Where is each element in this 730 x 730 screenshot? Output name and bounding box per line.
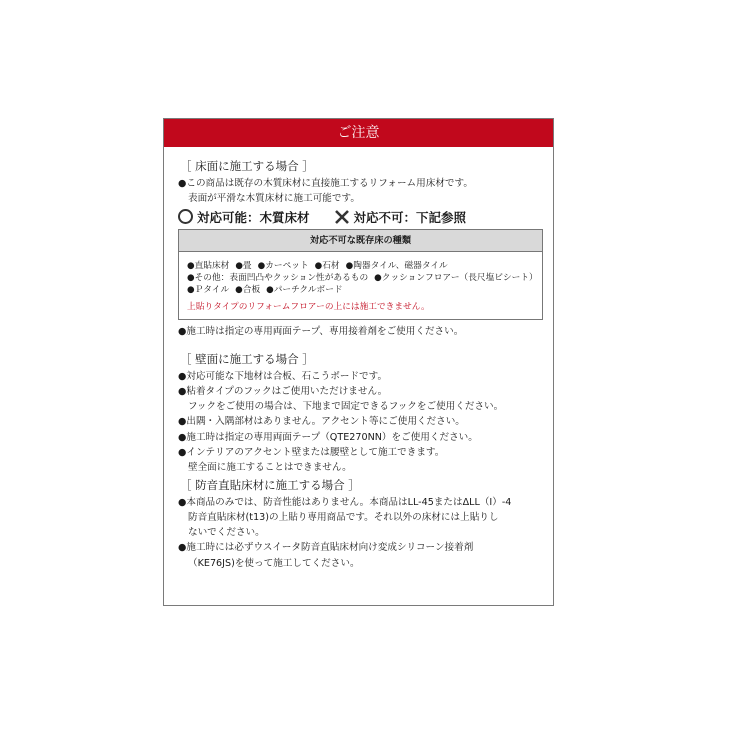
floor-after-note: ●施工時は指定の専用両面テープ、専用接着剤をご使用ください。 bbox=[178, 326, 464, 338]
soundproof-line-1: ●本商品のみでは、防音性能はありません。本商品はLL-45またはΔLL（I）-4 bbox=[178, 496, 512, 508]
list-item: ●陶器タイル、磁器タイル bbox=[345, 260, 448, 271]
notice-panel bbox=[163, 118, 554, 606]
notice-content bbox=[164, 147, 553, 571]
list-item: ●Ｐタイル bbox=[187, 285, 230, 296]
ng-label: 対応不可：下記参照 bbox=[353, 209, 467, 225]
list-item: ●畳 bbox=[235, 260, 252, 271]
floor-line-2: 表面が平滑な木質床材に施工可能です。 bbox=[188, 193, 360, 205]
cross-ng-icon bbox=[334, 209, 350, 225]
incompatible-floor-title: 対応不可な既存床の種類 bbox=[179, 230, 542, 252]
soundproof-section bbox=[178, 478, 553, 571]
wall-line-2: ●粘着タイプのフックはご使用いただけません。 bbox=[178, 385, 388, 397]
incompatible-floor-box bbox=[178, 229, 543, 321]
wall-line-3: フックをご使用の場合は、下地まで固定できるフックをご使用ください。 bbox=[188, 401, 504, 413]
list-item: ●クッションフロアー（長尺塩ビシート） bbox=[374, 273, 538, 283]
ok-label: 対応可能：木質床材 bbox=[197, 209, 310, 225]
floor-line-1: ●この商品は既存の木質床材に直接施工するリフォーム用床材です。 bbox=[178, 178, 473, 189]
wall-section bbox=[178, 352, 553, 476]
incompatible-floor-list bbox=[179, 252, 542, 320]
incompatible-row-3 bbox=[187, 284, 542, 296]
soundproof-line-3: ないでください。 bbox=[188, 527, 265, 539]
soundproof-line-5: （KE76JS)を使って施工してください。 bbox=[188, 557, 360, 569]
list-item: ●カーペット bbox=[257, 260, 309, 271]
list-item: ●石材 bbox=[314, 260, 340, 271]
wall-line-7: 壁全面に施工することはできません。 bbox=[188, 462, 352, 474]
wall-line-4: ●出隅・入隅部材はありません。アクセント等にご使用ください。 bbox=[178, 416, 465, 428]
soundproof-heading: ［ 防音直貼床材に施工する場合 ］ bbox=[180, 477, 360, 492]
wall-heading: ［ 壁面に施工する場合 ］ bbox=[180, 351, 314, 366]
notice-title: ご注意 bbox=[164, 119, 553, 147]
list-item: ●直貼床材 bbox=[187, 260, 230, 271]
floor-section bbox=[178, 147, 553, 340]
wall-line-6: ●インテリアのアクセント壁または腰壁として施工できます。 bbox=[178, 447, 445, 458]
list-item: ●パーチクルボード bbox=[266, 285, 343, 296]
warning-text: 上貼りタイプのリフォームフロアーの上には施工できません。 bbox=[187, 301, 430, 312]
list-item: ●合板 bbox=[235, 285, 261, 296]
incompatible-row-1 bbox=[187, 260, 542, 272]
incompatible-row-2 bbox=[187, 272, 542, 284]
wall-line-1: ●対応可能な下地材は合板、石こうボードです。 bbox=[178, 370, 388, 382]
circle-ok-icon bbox=[178, 209, 193, 224]
soundproof-line-2: 防音直貼床材(t13)の上貼り専用商品です。それ以外の床材には上貼りし bbox=[188, 511, 499, 523]
compatibility-row bbox=[178, 209, 553, 225]
list-item: ●その他：表面凹凸やクッション性があるもの bbox=[187, 273, 369, 283]
floor-heading: ［ 床面に施工する場合 ］ bbox=[180, 159, 314, 173]
wall-line-5: ●施工時は指定の専用両面テープ（QTE270NN）をご使用ください。 bbox=[178, 431, 478, 443]
soundproof-line-4: ●施工時には必ずウスイータ防音直貼床材向け変成シリコーン接着剤 bbox=[178, 542, 474, 554]
